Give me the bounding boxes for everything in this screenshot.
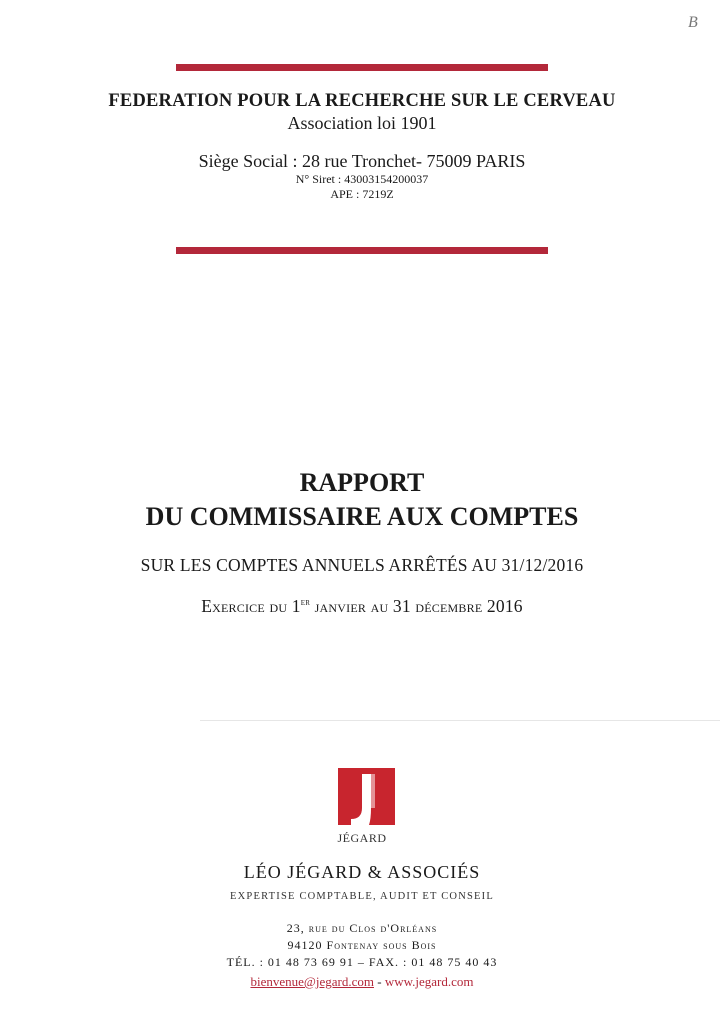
firm-address-city: 94120 Fontenay sous Bois <box>287 938 437 952</box>
faint-divider <box>200 720 720 721</box>
ape-code: APE : 7219Z <box>330 187 394 201</box>
organization-type: Association loi 1901 <box>287 113 437 133</box>
firm-contact-web <box>0 973 724 991</box>
logo-caption: JÉGARD <box>337 831 387 845</box>
fiscal-period-prefix: Exercice du 1 <box>201 596 301 616</box>
report-title-block <box>0 466 724 617</box>
firm-address-street: 23, rue du Clos d'Orléans <box>286 921 438 935</box>
firm-name: LÉO JÉGARD & ASSOCIÉS <box>243 862 481 882</box>
organization-name: FEDERATION POUR LA RECHERCHE SUR LE CERVEAU <box>108 91 616 111</box>
handwritten-corner-mark: B <box>688 14 698 31</box>
firm-footer <box>0 860 724 991</box>
firm-website-link[interactable]: www.jegard.com <box>384 974 474 989</box>
firm-email-link[interactable]: bienvenue@jegard.com <box>250 974 374 989</box>
top-red-rule <box>176 64 548 71</box>
fiscal-period <box>0 592 724 617</box>
firm-tagline: EXPERTISE COMPTABLE, AUDIT ET CONSEIL <box>230 891 494 902</box>
fiscal-period-suffix: janvier au 31 décembre 2016 <box>310 596 523 616</box>
organization-header <box>0 90 724 202</box>
headquarters-address: Siège Social : 28 rue Tronchet- 75009 PARIS <box>198 151 526 171</box>
jegard-logo-icon <box>338 768 395 825</box>
contact-separator: - <box>373 974 385 989</box>
report-title-line-2: DU COMMISSAIRE AUX COMPTES <box>145 502 579 531</box>
bottom-red-rule <box>176 247 548 254</box>
report-title-line-1: RAPPORT <box>299 468 425 497</box>
jegard-logo-mark-icon <box>338 768 395 825</box>
fiscal-period-ordinal: er <box>300 597 311 608</box>
firm-phone-fax: TÉL. : 01 48 73 69 91 – FAX. : 01 48 75 40 43 <box>226 955 498 969</box>
siret-number: N° Siret : 43003154200037 <box>295 172 429 186</box>
report-subtitle: SUR LES COMPTES ANNUELS ARRÊTÉS AU 31/12/2016 <box>140 555 584 575</box>
